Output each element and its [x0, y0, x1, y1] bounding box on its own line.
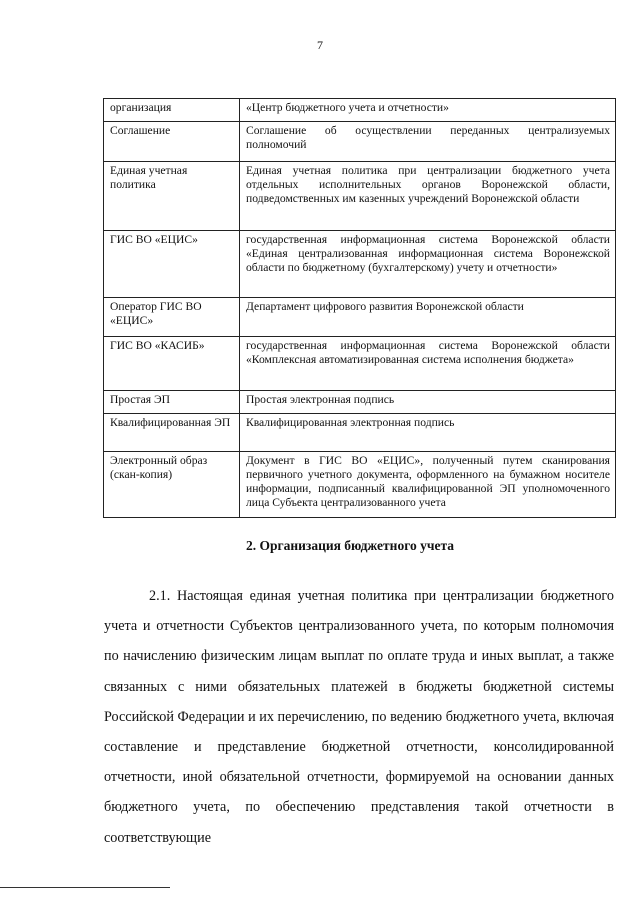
footnote-divider [0, 887, 170, 888]
table-row [104, 452, 616, 518]
table-row [104, 122, 616, 162]
definition-cell: «Центр бюджетного учета и отчетности» [240, 99, 616, 122]
term-cell: Оператор ГИС ВО «ЕЦИС» [104, 298, 240, 337]
term-cell: Простая ЭП [104, 391, 240, 414]
table-row [104, 391, 616, 414]
definition-cell: Документ в ГИС ВО «ЕЦИС», полученный путем сканирования первичного учетного документа, оформленного на бумажном носителе информации, подписанный квалифицированной ЭП уполномоченного лица Субъекта централизованного учета [240, 452, 616, 518]
table-row [104, 99, 616, 122]
term-cell: Единая учетная политика [104, 162, 240, 231]
table-row [104, 231, 616, 298]
section-heading: 2. Организация бюджетного учета [245, 538, 455, 553]
body-paragraph: 2.1. Настоящая единая учетная политика при централизации бюджетного учета и отчетности Субъектов централизованного учета, по которым полномочия по начислению физическим лицам выплат по оплате труда и иных выплат, а также связанных с ними обязательных платежей в бюджеты бюджетной системы Российской Федерации и их перечислению, по ведению бюджетного учета, включая составление и представление бюджетной отчетности, консолидированной отчетности, иной обязательной отчетности, формируемой на основании данных бюджетного учета, по обеспечению представления такой отчетности в соответствующие [104, 588, 614, 846]
table-row [104, 162, 616, 231]
term-cell: ГИС ВО «КАСИБ» [104, 337, 240, 391]
table-row [104, 414, 616, 452]
term-cell: организация [104, 99, 240, 122]
definition-cell: государственная информационная система Воронежской области «Единая централизованная информационная система Воронежской области по бюджетному (бухгалтерскому) учету и отчетности» [240, 231, 616, 298]
definition-cell: Единая учетная политика при централизации бюджетного учета отдельных исполнительных органов Воронежской области, подведомственных им казенных учреждений Воронежской области [240, 162, 616, 231]
page-number: 7 [317, 38, 323, 52]
definition-cell: Соглашение об осуществлении переданных централизуемых полномочий [240, 122, 616, 162]
table-row [104, 337, 616, 391]
definition-cell: государственная информационная система Воронежской области «Комплексная автоматизированная система исполнения бюджета» [240, 337, 616, 391]
definition-cell: Простая электронная подпись [240, 391, 616, 414]
table-row [104, 298, 616, 337]
definition-cell: Квалифицированная электронная подпись [240, 414, 616, 452]
term-cell: ГИС ВО «ЕЦИС» [104, 231, 240, 298]
definition-cell: Департамент цифрового развития Воронежской области [240, 298, 616, 337]
term-cell: Соглашение [104, 122, 240, 162]
definitions-table [103, 98, 616, 518]
term-cell: Электронный образ (скан-копия) [104, 452, 240, 518]
term-cell: Квалифицированная ЭП [104, 414, 240, 452]
